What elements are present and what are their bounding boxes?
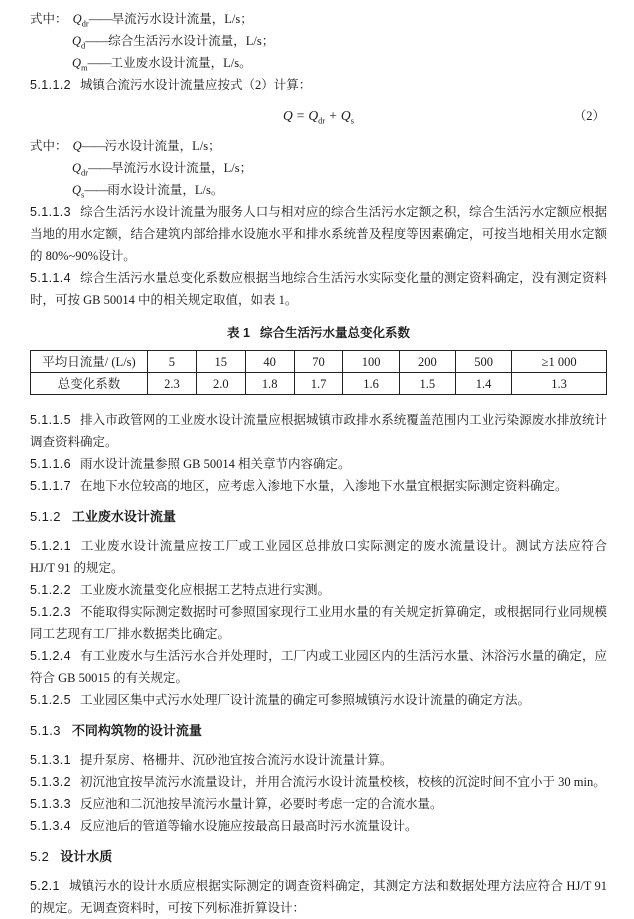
definition-text: 污水设计流量，L/s；	[104, 139, 221, 153]
clause-5-1-1-7	[30, 475, 607, 497]
table-cell: 500	[455, 351, 511, 373]
heading-number: 5.2	[30, 849, 50, 864]
clause-number: 5.1.2.2	[30, 583, 72, 597]
clause-text: 在地下水位较高的地区，应考虑入渗地下水量，入渗地下水量宜根据实际测定资料确定。	[80, 479, 568, 493]
heading-number: 5.1.3	[30, 723, 61, 738]
clause-number: 5.1.3.3	[30, 797, 72, 811]
clause-number: 5.2.1	[30, 879, 60, 893]
where-block-1	[30, 8, 607, 74]
definition-text: 综合生活污水设计流量，L/s；	[108, 34, 275, 48]
table-cell: 平均日流量/ (L/s)	[31, 351, 148, 373]
clause-number: 5.1.2.1	[30, 539, 72, 553]
dash: ——	[84, 183, 108, 197]
clause-5-1-3-3	[30, 793, 607, 815]
clause-text: 初沉池宜按旱流污水流量设计，并用合流污水设计流量校核，校核的沉淀时间不宜小于 30 min。	[80, 775, 606, 789]
symbol: $Q_m$	[72, 56, 88, 73]
where-definition	[30, 157, 607, 179]
clause-text: 城镇污水的设计水质应根据实际测定的调查资料确定，其测定方法和数据处理方法应符合 HJ/T 91 的规定。无调查资料时，可按下列标准折算设计：	[30, 879, 607, 915]
clause-number: 5.1.3.2	[30, 775, 72, 789]
clause-5-1-1-4	[30, 267, 607, 311]
table-label: 表 1	[227, 326, 250, 340]
clause-5-1-2-1	[30, 535, 607, 579]
where-definition	[30, 8, 607, 30]
symbol: $Q_s$	[72, 183, 85, 200]
heading-5-2	[30, 846, 607, 868]
clause-number: 5.1.3.4	[30, 819, 72, 833]
table-cell: 1.6	[343, 373, 399, 395]
table-cell: ≥1 000	[512, 351, 607, 373]
clause-text: 提升泵房、格栅井、沉砂池宜按合流污水设计流量计算。	[80, 753, 393, 767]
where-definition	[30, 179, 607, 201]
where-definition	[30, 30, 607, 52]
heading-number: 5.1.2	[30, 509, 61, 524]
clause-text: 综合生活污水量总变化系数应根据当地综合生活污水实际变化量的测定资料确定，没有测定资料时，可按 GB 50014 中的相关规定取值，如表 1。	[30, 271, 607, 307]
clause-text: 综合生活污水设计流量为服务人口与相对应的综合生活污水定额之积，综合生活污水定额应根据当地的用水定额，结合建筑内部给排水设施水平和排水系统普及程度等因素确定，可按当地相关用水定额的 80%~90%设计。	[30, 205, 607, 263]
clause-5-2-1	[30, 875, 607, 919]
clause-text: 不能取得实际测定数据时可参照国家现行工业用水量的有关规定折算确定，或根据同行业同规模同工艺现有工厂排水数据类比确定。	[30, 605, 607, 641]
table-cell: 2.0	[196, 373, 245, 395]
symbol: $Q_{dr}$	[72, 12, 89, 29]
clause-number: 5.1.1.2	[30, 78, 72, 92]
heading-5-1-2	[30, 506, 607, 528]
dash: ——	[88, 161, 112, 175]
symbol: Q	[72, 139, 82, 153]
clause-text: 工业废水设计流量应按工厂或工业园区总排放口实际测定的废水流量设计。测试方法应符合 HJ/T 91 的规定。	[30, 539, 607, 575]
clause-5-1-2-5	[30, 689, 607, 711]
table-cell: 1.7	[294, 373, 343, 395]
table-cell: 15	[196, 351, 245, 373]
heading-5-1-3	[30, 720, 607, 742]
dash: ——	[81, 139, 105, 153]
clause-number: 5.1.1.4	[30, 271, 72, 285]
clause-5-1-1-2	[30, 74, 607, 96]
where-definition	[30, 135, 607, 157]
heading-text: 设计水质	[60, 849, 113, 864]
clause-5-1-2-4	[30, 645, 607, 689]
clause-number: 5.1.2.5	[30, 693, 72, 707]
clause-number: 5.1.1.7	[30, 479, 72, 493]
where-label: 式中：	[30, 139, 68, 153]
clause-number: 5.1.3.1	[30, 753, 72, 767]
symbol: $Q_{dr}$	[72, 161, 89, 178]
table-cell: 1.5	[399, 373, 455, 395]
where-label: 式中：	[30, 12, 68, 26]
symbol: $Q_d$	[72, 34, 86, 51]
definition-text: 旱流污水设计流量，L/s；	[111, 161, 253, 175]
clause-5-1-1-3	[30, 201, 607, 267]
table-row	[31, 373, 607, 395]
clause-text: 有工业废水与生活污水合并处理时，工厂内或工业园区内的生活污水量、沐浴污水量的确定，应符合 GB 50015 的有关规定。	[30, 649, 607, 685]
clause-text: 反应池后的管道等输水设施应按最高日最高时污水流量设计。	[80, 819, 418, 833]
table-caption	[30, 324, 607, 342]
table-header-row	[31, 351, 607, 373]
where-block-2	[30, 135, 607, 201]
clause-text: 工业废水流量变化应根据工艺特点进行实测。	[80, 583, 331, 597]
clause-text: 雨水设计流量参照 GB 50014 相关章节内容确定。	[80, 457, 351, 471]
table-cell: 70	[294, 351, 343, 373]
heading-text: 工业废水设计流量	[71, 509, 176, 524]
definition-text: 雨水设计流量，L/s。	[107, 183, 224, 197]
clause-number: 5.1.2.3	[30, 605, 72, 619]
clause-text: 城镇合流污水设计流量应按式（2）计算：	[80, 78, 312, 92]
dash: ——	[87, 56, 111, 70]
equation-2	[30, 104, 607, 128]
definition-text: 工业废水设计流量，L/s。	[110, 56, 252, 70]
variation-coefficient-table	[30, 350, 607, 395]
clause-5-1-3-4	[30, 815, 607, 837]
clause-number: 5.1.1.5	[30, 413, 72, 427]
table-cell: 总变化系数	[31, 373, 148, 395]
clause-5-1-3-2	[30, 771, 607, 793]
dash: ——	[85, 34, 109, 48]
clause-number: 5.1.2.4	[30, 649, 72, 663]
table-cell: 5	[148, 351, 197, 373]
clause-5-1-2-3	[30, 601, 607, 645]
clause-5-1-1-5	[30, 409, 607, 453]
dash: ——	[88, 12, 112, 26]
heading-text: 不同构筑物的设计流量	[71, 723, 202, 738]
table-cell: 1.8	[245, 373, 294, 395]
clause-5-1-3-1	[30, 749, 607, 771]
clause-text: 工业园区集中式污水处理厂设计流量的确定可参照城镇污水设计流量的确定方法。	[80, 693, 531, 707]
clause-text: 反应池和二沉池按旱流污水量计算，必要时考虑一定的合流水量。	[80, 797, 443, 811]
clause-number: 5.1.1.3	[30, 205, 72, 219]
definition-text: 旱流污水设计流量，L/s；	[111, 12, 253, 26]
clause-5-1-1-6	[30, 453, 607, 475]
table-title: 综合生活污水量总变化系数	[259, 326, 410, 340]
clause-5-1-2-2	[30, 579, 607, 601]
clause-text: 排入市政管网的工业废水设计流量应根据城镇市政排水系统覆盖范围内工业污染源废水排放统计调查资料确定。	[30, 413, 607, 449]
table-cell: 1.4	[455, 373, 511, 395]
table-cell: 2.3	[148, 373, 197, 395]
table-cell: 40	[245, 351, 294, 373]
where-definition	[30, 52, 607, 74]
equation-body: $Q = Q_{dr} + Q_s$	[283, 108, 354, 126]
equation-number: （2）	[573, 109, 605, 123]
table-cell: 1.3	[512, 373, 607, 395]
table-cell: 100	[343, 351, 399, 373]
clause-number: 5.1.1.6	[30, 457, 72, 471]
table-cell: 200	[399, 351, 455, 373]
